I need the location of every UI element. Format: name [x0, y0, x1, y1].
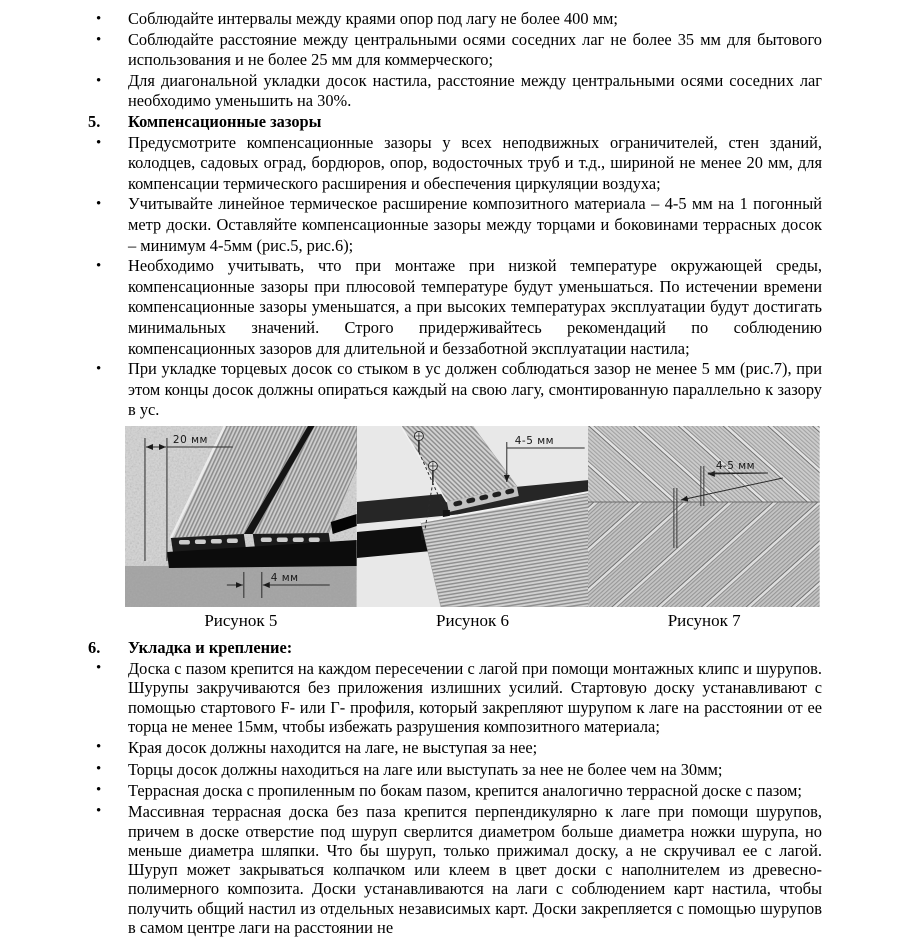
- section-number: 6.: [88, 637, 101, 657]
- bullet-text: При укладке торцевых досок со стыком в ус должен соблюдаться зазор не менее 5 мм (рис.7), при этом концы досок должны опираться каждый на свою лагу, смонтированную параллельно к зазору в ус.: [128, 359, 822, 420]
- bullet-text: Доска с пазом крепится на каждом пересечении с лагой при помощи монтажных клипс и шурупов. Шурупы закручиваются без приложения излишних усилий. Стартовую доску устанавливают с помощью стартового F- или Г- профиля, который закрепляют шурупом к лаге на расстоянии от ее торца не менее 15мм, чтобы избежать разрушения композитного материала;: [128, 659, 822, 737]
- dimension-label: 4 мм: [270, 571, 299, 584]
- figure-captions: [125, 610, 820, 632]
- bullet-marker: •: [96, 31, 102, 48]
- bullet-text: Соблюдайте интервалы между краями опор под лагу не более 400 мм;: [128, 9, 618, 28]
- list-item: [88, 659, 822, 736]
- list-item: [88, 9, 822, 30]
- list-item: [88, 802, 822, 937]
- bullet-marker: •: [96, 134, 102, 151]
- bullet-text: Края досок должны находится на лаге, не выступая за нее;: [128, 738, 538, 758]
- figures-row: [125, 426, 820, 607]
- bullet-text: Торцы досок должны находиться на лаге или выступать за нее не более чем на 30мм;: [128, 759, 723, 779]
- figure-5-image: [125, 426, 357, 607]
- figure-6-panel: [357, 426, 589, 607]
- dimension-label: 20 мм: [172, 433, 208, 446]
- figure-7-panel: [588, 426, 820, 607]
- section-number: 5.: [88, 111, 101, 131]
- list-item: [88, 256, 822, 359]
- figure-caption: Рисунок 7: [667, 610, 741, 630]
- bullet-marker: •: [96, 739, 102, 756]
- section-heading-5: [88, 112, 822, 133]
- figure-6-image: [357, 426, 589, 607]
- list-item: [88, 30, 822, 71]
- section-title: Укладка и крепление:: [128, 637, 293, 657]
- list-item: [88, 781, 822, 800]
- bullet-marker: •: [96, 11, 102, 27]
- figure-7-image: [588, 426, 820, 607]
- list-item: [88, 359, 822, 421]
- list-item: [88, 760, 822, 779]
- bullet-text: Массивная террасная доска без паза крепится перпендикулярно к лаге при помощи шурупов, причем в доске отверстие под шуруп сверлится диаметром больше диаметра ножки шурупа, но меньше диаметра шляпки. Что бы шуруп, только прижимал доску, а не скручивал ее с лагой. Шуруп может закрываться колпачком или клеем в цвет доски с наполнителем из древесно-полимерного композита. Доски устанавливаются на лаги с соблюдением карт настила, чтобы получить общий настил из отдельных независимых карт. Доски закрепляется с помощью шурупов в самом центре лаги на расстоянии не: [128, 802, 822, 937]
- bullet-marker: •: [96, 803, 102, 820]
- figure-caption: Рисунок 6: [436, 610, 509, 630]
- list-item: [88, 71, 822, 112]
- dimension-label: 4-5 мм: [716, 459, 756, 472]
- bullet-marker: •: [96, 660, 102, 677]
- bullet-text: Учитывайте линейное термическое расширение композитного материала – 4-5 мм на 1 погонный метр доски. Оставляйте компенсационные зазоры между торцами и боковинами террасных досок – минимум 4-5мм (рис.5, рис.6);: [128, 194, 822, 255]
- section-heading-6: [88, 638, 822, 657]
- dimension-label: 4-5 мм: [514, 434, 554, 447]
- bullet-marker: •: [96, 781, 102, 798]
- bullet-text: Предусмотрите компенсационные зазоры у всех неподвижных ограничителей, стен зданий, колодцев, садовых оград, бордюров, опор, водосточных труб и т.д., шириной не менее 20 мм, для компенсации термического расширения и обеспечения циркуляции воздуха;: [128, 132, 822, 193]
- bullet-text: Террасная доска с пропиленным по бокам пазом, крепится аналогично террасной доске с пазом;: [128, 780, 802, 800]
- figure-caption: Рисунок 5: [204, 610, 278, 630]
- bullet-marker: •: [96, 361, 102, 378]
- figures-block: [125, 426, 820, 632]
- bullet-marker: •: [96, 196, 102, 213]
- list-item: [88, 133, 822, 195]
- section-title: Компенсационные зазоры: [128, 111, 322, 131]
- bullet-marker: •: [96, 72, 102, 89]
- bullet-marker: •: [96, 258, 102, 275]
- figure-5-panel: [125, 426, 357, 607]
- list-item: [88, 194, 822, 256]
- bullet-text: Необходимо учитывать, что при монтаже при низкой температуре окружающей среды, компенсационные зазоры при плюсовой температуре будут уменьшаться. По истечении времени компенсационные зазоры уменьшатся, а при высоких температурах эксплуатации будут достигать минимальных значений. Строго придерживайтесь рекомендаций по соблюдению компенсационных зазоров для длительной и беззаботной эксплуатации настила;: [128, 256, 822, 358]
- list-item: [88, 738, 822, 757]
- bullet-text: Для диагональной укладки досок настила, расстояние между центральными осями соседних лаг необходимо уменьшить на 30%.: [128, 70, 822, 111]
- bullet-text: Соблюдайте расстояние между центральными осями соседних лаг не более 35 мм для бытового использования и не более 25 мм для коммерческого;: [128, 29, 822, 70]
- bullet-marker: •: [96, 760, 102, 777]
